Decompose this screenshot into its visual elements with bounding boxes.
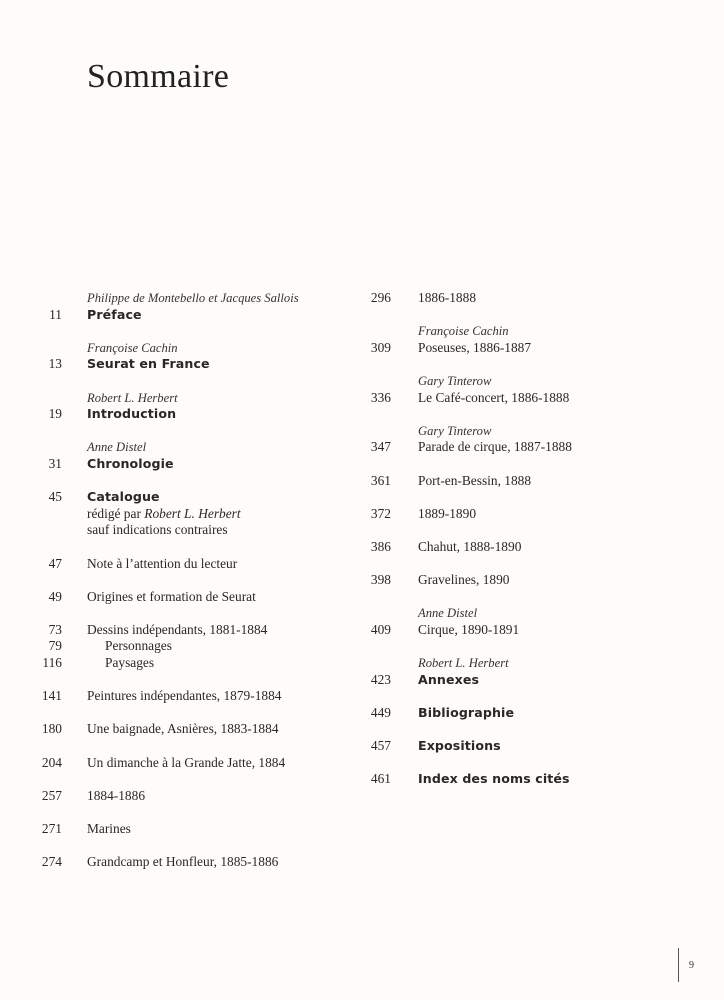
toc-line xyxy=(0,589,300,606)
toc-author: Gary Tinterow xyxy=(418,423,492,438)
toc-page-number: 449 xyxy=(370,704,391,720)
toc-section-title: Bibliographie xyxy=(418,704,515,720)
toc-page-number: 423 xyxy=(370,671,391,687)
toc-entry xyxy=(343,506,643,523)
toc-author: Françoise Cachin xyxy=(87,340,178,355)
toc-entry xyxy=(343,605,643,638)
toc-line xyxy=(343,605,643,622)
toc-title: Le Café-concert, 1886-1888 xyxy=(418,389,570,405)
toc-title: Paysages xyxy=(105,655,155,671)
toc-page-number: 409 xyxy=(370,621,391,637)
toc-page-number: 457 xyxy=(370,738,391,754)
toc-title: Cirque, 1890-1891 xyxy=(418,621,520,637)
toc-author: Robert L. Herbert xyxy=(418,656,509,671)
toc-line xyxy=(0,406,300,423)
toc-page-number: 361 xyxy=(370,472,391,488)
toc-author: Anne Distel xyxy=(418,606,478,621)
toc-title: Note à l’attention du lecteur xyxy=(87,555,238,571)
toc-entry xyxy=(0,622,300,672)
toc-title: Parade de cirque, 1887-1888 xyxy=(418,439,572,455)
toc-line xyxy=(0,788,300,805)
toc-title: Dessins indépendants, 1881-1884 xyxy=(87,621,268,637)
toc-title: Origines et formation de Seurat xyxy=(87,588,256,604)
toc-entry xyxy=(0,688,300,705)
toc-line xyxy=(0,821,300,838)
toc-section-title: Préface xyxy=(87,306,142,322)
toc-page-number: 386 xyxy=(370,538,391,554)
toc-entry xyxy=(0,788,300,805)
toc-entry xyxy=(343,373,643,406)
toc-author: Robert L. Herbert xyxy=(144,505,241,521)
toc-line xyxy=(343,705,643,722)
toc-page-number: 336 xyxy=(370,389,391,405)
toc-title: 1886-1888 xyxy=(418,290,477,305)
toc-section-title: Chronologie xyxy=(87,455,174,471)
toc-title: Une baignade, Asnières, 1883-1884 xyxy=(87,721,279,737)
toc-title: 1889-1890 xyxy=(418,505,477,521)
toc-title: Poseuses, 1886-1887 xyxy=(418,339,532,355)
toc-title: Gravelines, 1890 xyxy=(418,572,510,588)
toc-line xyxy=(0,506,300,523)
toc-line xyxy=(0,556,300,573)
toc-page-number: 47 xyxy=(48,555,62,571)
toc-page-number: 180 xyxy=(41,721,62,737)
toc-text: rédigé par xyxy=(87,505,145,521)
toc-line xyxy=(0,340,300,357)
toc-page-number: 73 xyxy=(48,621,62,637)
toc-author: Gary Tinterow xyxy=(418,373,492,388)
toc-line xyxy=(0,456,300,473)
toc-entry xyxy=(343,539,643,556)
toc-title: Peintures indépendantes, 1879-1884 xyxy=(87,688,282,704)
toc-line xyxy=(0,655,300,672)
toc-entry xyxy=(343,473,643,490)
toc-title xyxy=(87,506,241,523)
toc-page-number: 13 xyxy=(48,356,62,372)
toc-page-number: 204 xyxy=(41,754,62,770)
toc-line xyxy=(0,489,300,506)
toc-line xyxy=(343,672,643,689)
toc-line xyxy=(343,473,643,490)
toc-title: Marines xyxy=(87,821,131,836)
toc-page-number: 461 xyxy=(370,771,391,787)
toc-title: sauf indications contraires xyxy=(87,522,228,538)
toc-line xyxy=(0,290,300,307)
toc-line xyxy=(0,638,300,655)
toc-entry xyxy=(0,489,300,539)
toc-entry xyxy=(0,556,300,573)
toc-title: Grandcamp et Honfleur, 1885-1886 xyxy=(87,854,279,870)
toc-author: Philippe de Montebello et Jacques Sallois xyxy=(87,291,299,305)
toc-line xyxy=(0,522,300,539)
toc-page-number: 31 xyxy=(48,455,62,471)
toc-page-number: 79 xyxy=(48,638,62,654)
toc-entry xyxy=(0,390,300,423)
toc-line xyxy=(343,738,643,755)
toc-page-number: 347 xyxy=(370,439,391,455)
toc-page-number: 296 xyxy=(370,290,391,305)
toc-entry xyxy=(0,290,300,323)
toc-line xyxy=(343,572,643,589)
toc-title: 1884-1886 xyxy=(87,787,146,803)
toc-line xyxy=(343,655,643,672)
toc-section-title: Seurat en France xyxy=(87,356,210,372)
toc-line xyxy=(343,771,643,788)
toc-entry xyxy=(343,738,643,755)
toc-entry xyxy=(343,771,643,788)
toc-author: Robert L. Herbert xyxy=(87,390,178,405)
toc-entry xyxy=(343,655,643,688)
toc-line xyxy=(0,755,300,772)
toc-line xyxy=(0,854,300,871)
toc-entry xyxy=(343,705,643,722)
toc-entry xyxy=(343,290,643,307)
toc-line xyxy=(343,539,643,556)
toc-page-number: 274 xyxy=(41,854,62,870)
toc-title: Chahut, 1888-1890 xyxy=(418,538,522,554)
toc-line xyxy=(343,323,643,340)
toc-page-number: 309 xyxy=(370,339,391,355)
toc-line xyxy=(343,622,643,639)
toc-title: Personnages xyxy=(105,638,172,654)
page-title: Sommaire xyxy=(87,58,230,95)
toc-line xyxy=(0,688,300,705)
toc-column-left xyxy=(0,290,300,887)
toc-entry xyxy=(343,572,643,589)
toc-line xyxy=(343,439,643,456)
page-number: 9 xyxy=(689,960,694,971)
toc-page-number: 398 xyxy=(370,572,391,588)
toc-section-title: Annexes xyxy=(418,671,480,687)
toc-line xyxy=(343,423,643,440)
toc-page-number: 141 xyxy=(41,688,62,704)
toc-line xyxy=(0,307,300,324)
toc-line xyxy=(343,290,643,307)
toc-column-right xyxy=(343,290,643,804)
toc-author: Anne Distel xyxy=(87,440,147,455)
toc-entry xyxy=(0,439,300,472)
toc-line xyxy=(343,390,643,407)
toc-title: Port-en-Bessin, 1888 xyxy=(418,472,532,488)
toc-author: Françoise Cachin xyxy=(418,324,509,339)
toc-section-title: Expositions xyxy=(418,738,501,754)
toc-line xyxy=(0,439,300,456)
toc-entry xyxy=(0,755,300,772)
toc-line xyxy=(343,340,643,357)
toc-section-title: Catalogue xyxy=(87,489,160,505)
toc-entry xyxy=(343,323,643,356)
toc-page-number: 116 xyxy=(42,655,62,671)
toc-line xyxy=(0,390,300,407)
toc-page-number: 271 xyxy=(41,821,62,836)
toc-page-number: 19 xyxy=(48,406,62,422)
toc-entry xyxy=(0,589,300,606)
toc-section-title: Index des noms cités xyxy=(418,771,570,787)
toc-section-title: Introduction xyxy=(87,406,177,422)
toc-page-number: 257 xyxy=(41,787,62,803)
toc-line xyxy=(0,356,300,373)
toc-entry xyxy=(0,721,300,738)
toc-page-number: 372 xyxy=(370,505,391,521)
toc-entry xyxy=(0,340,300,373)
toc-page-number: 45 xyxy=(48,489,62,505)
toc-entry xyxy=(0,821,300,838)
toc-title: Un dimanche à la Grande Jatte, 1884 xyxy=(87,754,286,770)
toc-line xyxy=(343,506,643,523)
toc-page-number: 49 xyxy=(48,588,62,604)
toc-line xyxy=(343,373,643,390)
toc-entry xyxy=(0,854,300,871)
folio-divider xyxy=(678,948,679,982)
toc-line xyxy=(0,622,300,639)
toc-line xyxy=(0,721,300,738)
toc-page-number: 11 xyxy=(49,306,62,322)
toc-entry xyxy=(343,423,643,456)
